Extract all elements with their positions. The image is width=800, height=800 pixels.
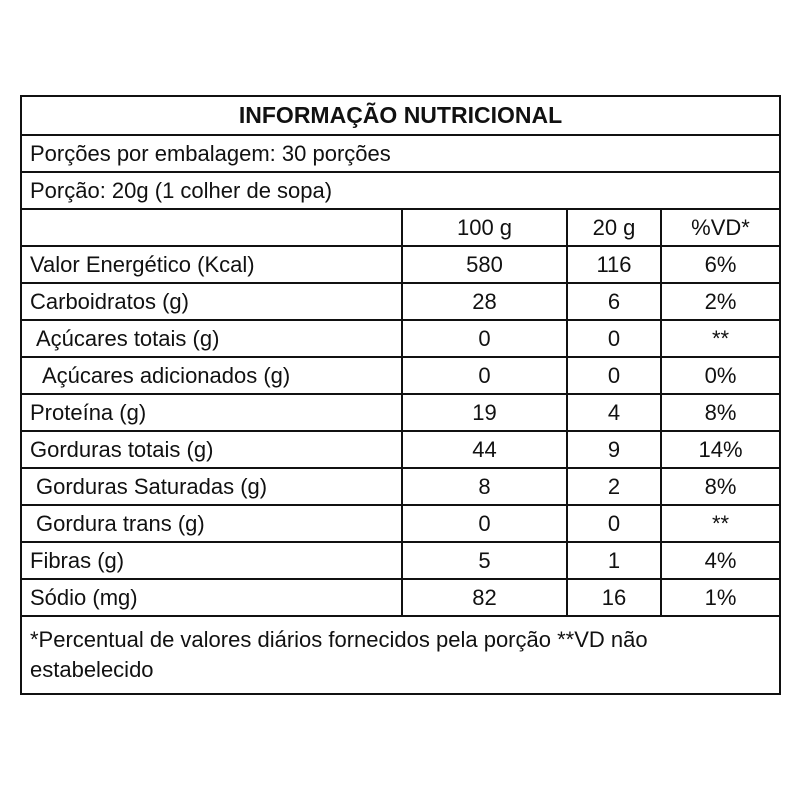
nutrient-name: Proteína (g) [22,395,403,430]
value-per-portion: 2 [568,469,662,504]
value-per-100g: 44 [403,432,568,467]
daily-value: 8% [704,473,737,499]
table-row [22,284,779,321]
nutrient-name: Valor Energético (Kcal) [22,247,403,282]
footnote: *Percentual de valores diários fornecidos pela porção **VD não estabelecido [30,627,648,682]
value-per-100g: 5 [403,543,568,578]
daily-value: 14% [698,436,743,462]
column-header-name [22,210,403,245]
column-header-row [22,210,779,247]
daily-value: ** [711,510,730,536]
nutrient-name: Fibras (g) [22,543,403,578]
table-row [22,469,779,506]
daily-value: 4% [704,547,737,573]
nutrient-name: Gorduras Saturadas (g) [22,469,403,504]
serving-size: Porção: 20g (1 colher de sopa) [22,173,779,210]
value-per-100g: 82 [403,580,568,615]
servings-per-package: Porções por embalagem: 30 porções [22,136,779,173]
table-row [22,395,779,432]
table-row [22,506,779,543]
daily-value: 1% [704,584,737,610]
nutrient-name: Açúcares adicionados (g) [22,358,403,393]
table-row [22,543,779,580]
nutrition-facts-table [20,95,781,695]
column-header-portion: 20 g [568,210,662,245]
value-per-100g: 580 [403,247,568,282]
value-per-portion: 0 [568,321,662,356]
column-header-dv: %VD* [691,214,750,240]
table-row [22,247,779,284]
value-per-100g: 19 [403,395,568,430]
value-per-100g: 28 [403,284,568,319]
value-per-portion: 16 [568,580,662,615]
nutrient-name: Carboidratos (g) [22,284,403,319]
daily-value: 2% [704,288,737,314]
daily-value: ** [711,325,730,351]
table-row [22,432,779,469]
value-per-portion: 116 [568,247,662,282]
value-per-portion: 9 [568,432,662,467]
value-per-100g: 8 [403,469,568,504]
table-title: INFORMAÇÃO NUTRICIONAL [22,97,779,136]
nutrient-name: Sódio (mg) [22,580,403,615]
nutrient-name: Açúcares totais (g) [22,321,403,356]
daily-value: 6% [704,251,737,277]
value-per-portion: 0 [568,358,662,393]
value-per-portion: 1 [568,543,662,578]
table-row [22,321,779,358]
value-per-100g: 0 [403,506,568,541]
nutrient-name: Gorduras totais (g) [22,432,403,467]
daily-value: 8% [704,399,737,425]
table-row [22,358,779,395]
column-header-100g: 100 g [403,210,568,245]
value-per-portion: 4 [568,395,662,430]
value-per-100g: 0 [403,358,568,393]
nutrient-name: Gordura trans (g) [22,506,403,541]
value-per-portion: 0 [568,506,662,541]
table-row [22,580,779,617]
value-per-100g: 0 [403,321,568,356]
daily-value: 0% [704,362,737,388]
nutrient-rows [22,247,779,617]
value-per-portion: 6 [568,284,662,319]
